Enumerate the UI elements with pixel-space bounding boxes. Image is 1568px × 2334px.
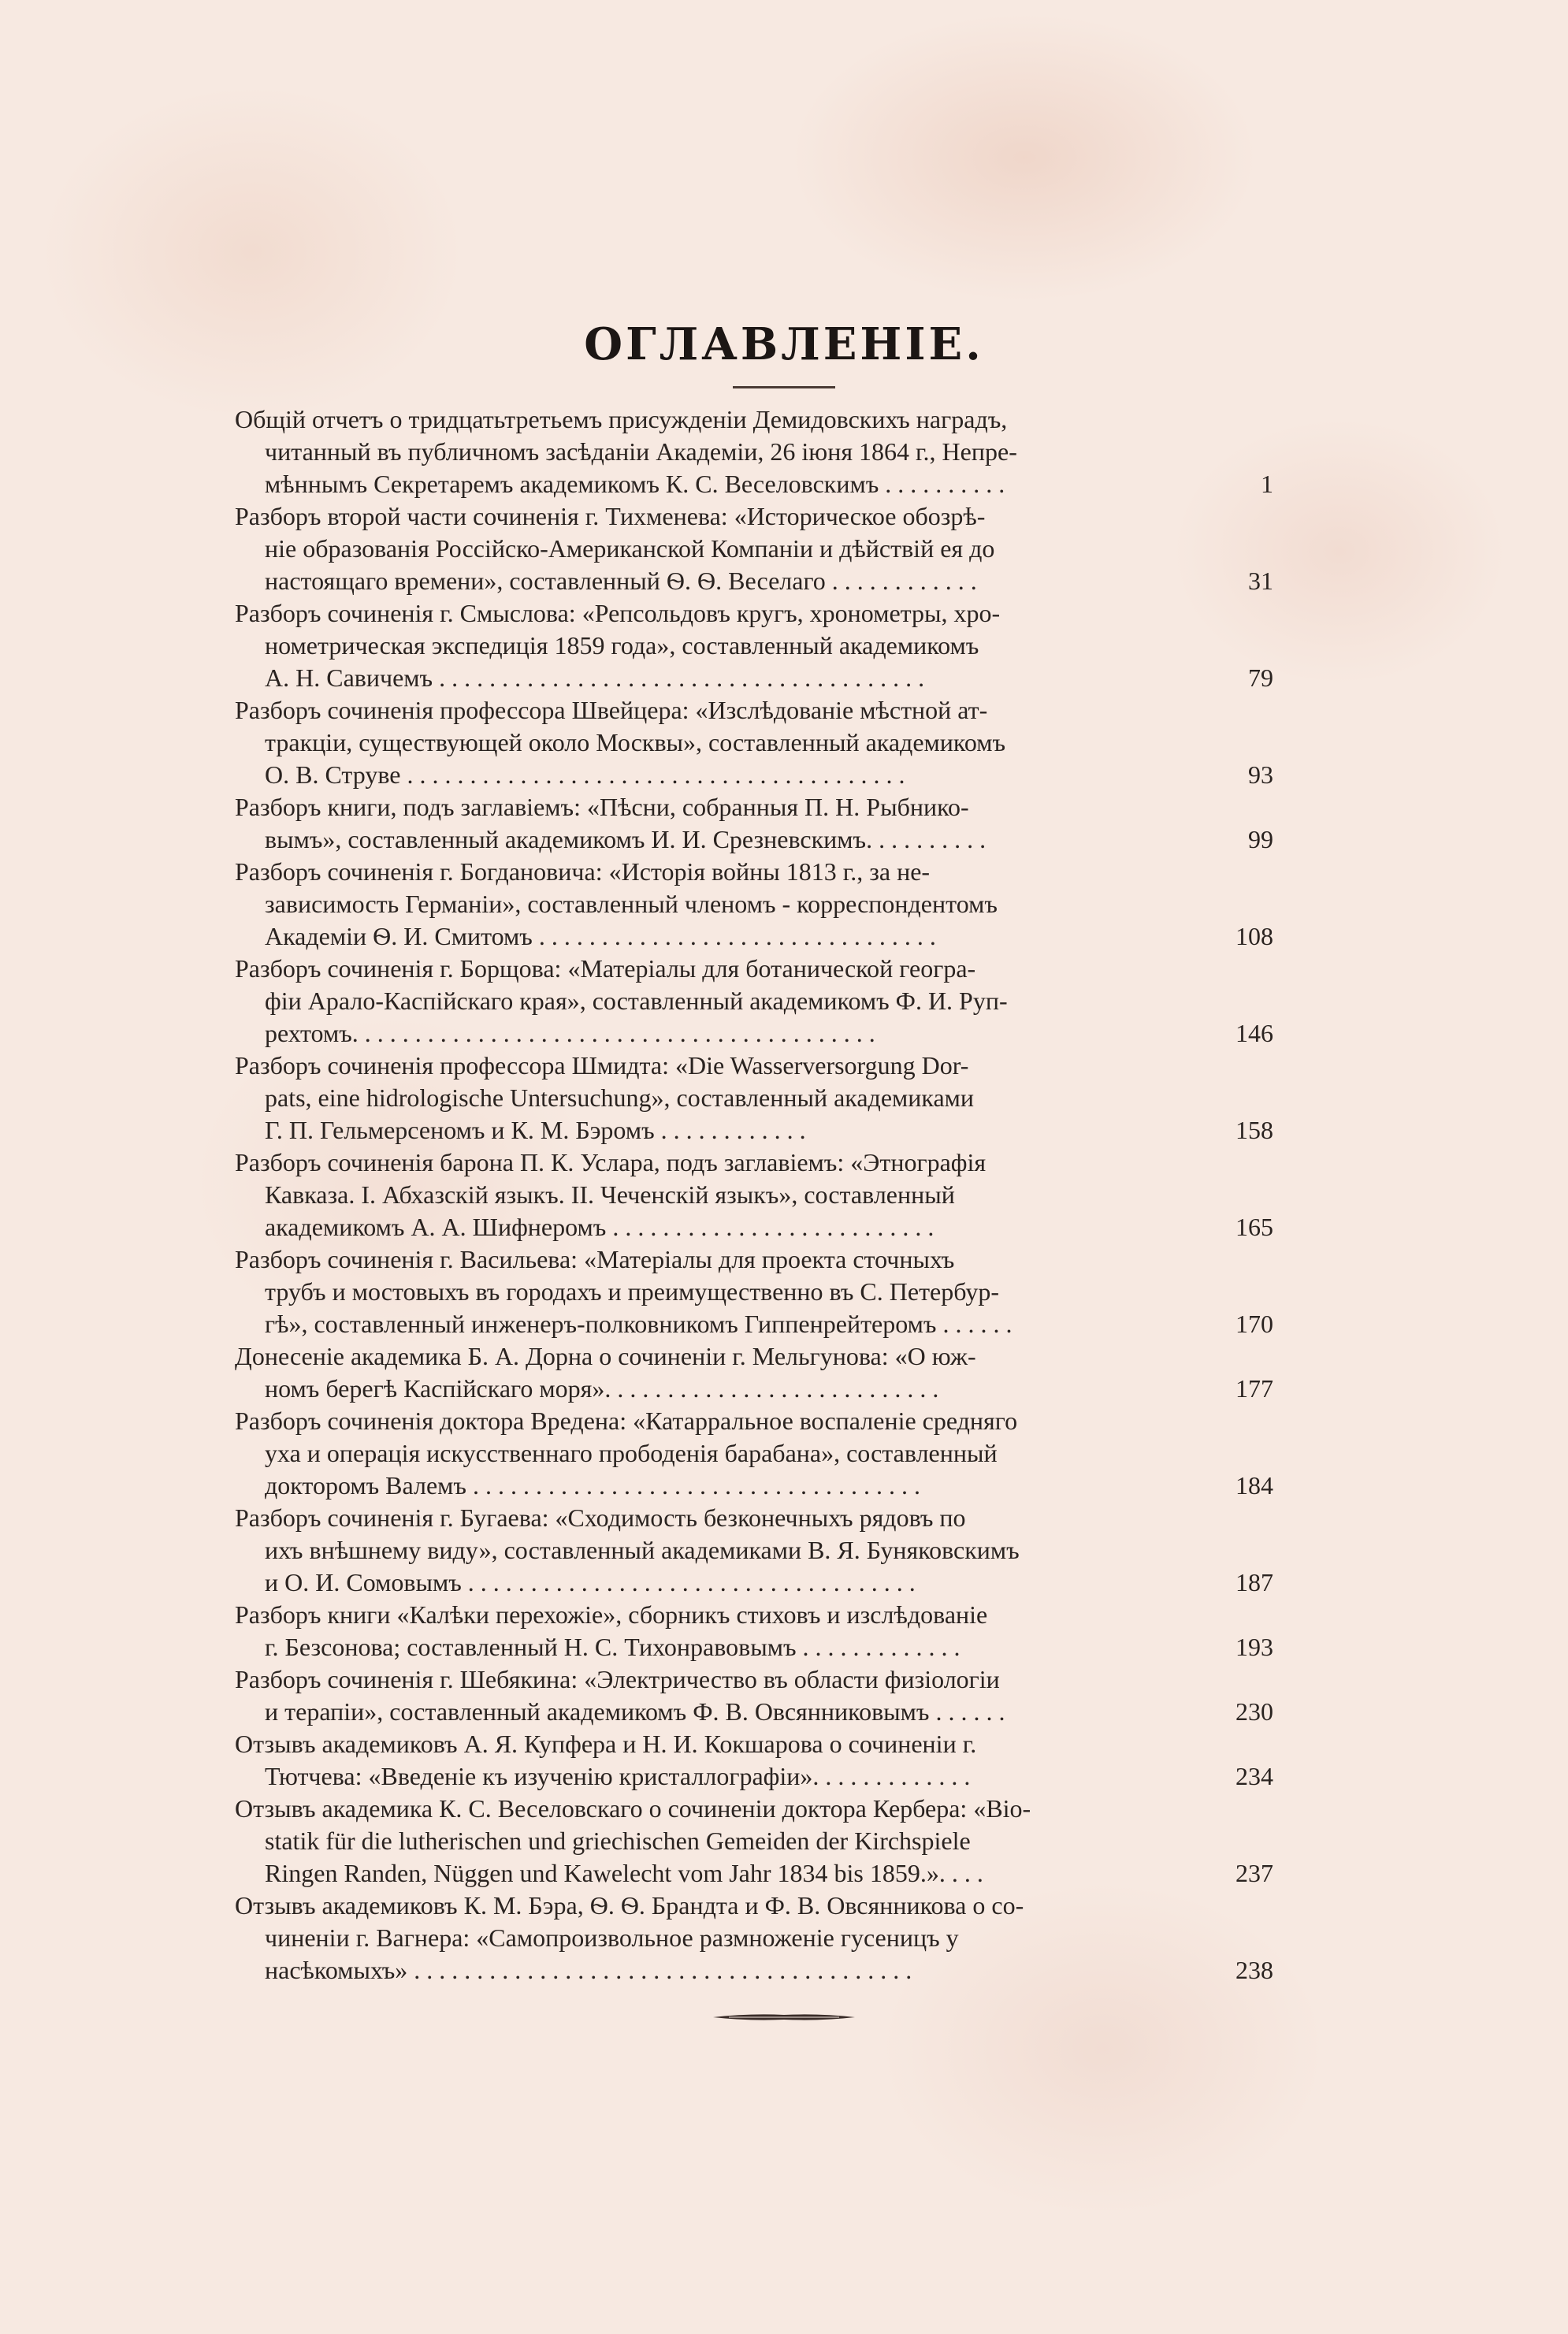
toc-entry-line: Разборъ сочиненiя г. Васильева: «Матерiалы для проекта сточныхъ <box>235 1245 955 1273</box>
title-rule <box>733 386 835 388</box>
toc-entry <box>235 1405 1273 1502</box>
toc-entry <box>235 694 1273 791</box>
toc-entry-line: Разборъ сочиненiя г. Бугаева: «Сходимость безконечныхъ рядовъ по <box>235 1503 966 1532</box>
toc-entry-line: читанный въ публичномъ засѣданiи Академiи, 26 iюня 1864 г., Непре- <box>265 437 1017 466</box>
toc-entry-text <box>235 953 1218 1050</box>
toc-entry <box>235 1050 1273 1147</box>
toc-entry <box>235 1663 1273 1728</box>
toc-entry-line: Академiи Ѳ. И. Смитомъ . . . . . . . . . . . . . . . . . . . . . . . . . . . . . . . . <box>265 922 936 950</box>
toc-entry <box>235 1243 1273 1340</box>
toc-entry-line: нiе образованiя Россiйско-Американской Компанiи и дѣйствiй ея до <box>265 534 995 563</box>
toc-entry-line: Разборъ сочиненiя г. Смыслова: «Репсольдовъ кругъ, хронометры, хро- <box>235 599 1001 627</box>
toc-entry-line: Отзывъ академиковъ К. М. Бэра, Ѳ. Ѳ. Брандта и Ф. В. Овсянникова о со- <box>235 1891 1024 1920</box>
toc-entry-text <box>235 1890 1218 1987</box>
page-title: ОГЛАВЛЕНIЕ. <box>584 318 984 370</box>
toc-entry-text <box>235 694 1218 791</box>
toc-entry-line: Разборъ книги «Калѣки перехожiе», сборникъ стиховъ и изслѣдованiе <box>235 1600 988 1629</box>
toc-entry-line: тракцiи, существующей около Москвы», составленный академикомъ <box>265 728 1005 756</box>
toc-page-number: 158 <box>1235 1116 1273 1144</box>
closing-ornament-icon <box>713 2012 855 2023</box>
toc-entry-line: г. Безсонова; составленный Н. С. Тихонравовымъ . . . . . . . . . . . . . <box>265 1633 960 1661</box>
table-of-contents <box>235 403 1273 1987</box>
toc-entry-line: академикомъ А. А. Шифнеромъ . . . . . . . . . . . . . . . . . . . . . . . . . . <box>265 1213 934 1241</box>
toc-entry-line: Разборъ сочиненiя барона П. К. Услара, подъ заглавiемъ: «Этнографiя <box>235 1148 987 1176</box>
toc-entry-line: вымъ», составленный академикомъ И. И. Срезневскимъ. . . . . . . . . . <box>265 825 987 853</box>
toc-entry-text <box>235 1050 1218 1147</box>
toc-entry-text <box>235 1502 1218 1599</box>
toc-entry-line: Г. П. Гельмерсеномъ и К. М. Бэромъ . . . . . . . . . . . . <box>265 1116 806 1144</box>
toc-entry-text <box>235 500 1218 597</box>
toc-page-number: 170 <box>1235 1310 1273 1338</box>
toc-page-number: 165 <box>1235 1213 1273 1241</box>
toc-entry-line: Разборъ сочиненiя доктора Вредена: «Катарральное воспаленiе средняго <box>235 1407 1018 1435</box>
toc-page-number: 184 <box>1235 1471 1273 1500</box>
toc-entry-line: уха и операцiя искусственнаго прободенiя барабана», составленный <box>265 1439 998 1467</box>
toc-page-number: 177 <box>1235 1374 1273 1403</box>
toc-entry-line: насѣкомыхъ» . . . . . . . . . . . . . . . . . . . . . . . . . . . . . . . . . . . . . . . . <box>265 1956 912 1984</box>
toc-entry-line: зависимость Германiи», составленный членомъ - корреспондентомъ <box>265 890 998 918</box>
toc-page-number: 193 <box>1235 1633 1273 1661</box>
toc-entry-line: нометрическая экспедицiя 1859 года», составленный академикомъ <box>265 631 979 660</box>
toc-entry-text <box>235 1728 1218 1793</box>
toc-entry-line: гѣ», составленный инженеръ-полковникомъ Гиппенрейтеромъ . . . . . . <box>265 1310 1013 1338</box>
toc-entry-text <box>235 1243 1218 1340</box>
toc-entry-line: А. Н. Савичемъ . . . . . . . . . . . . . . . . . . . . . . . . . . . . . . . . . . . . . . . <box>265 663 925 692</box>
toc-page-number: 237 <box>1235 1859 1273 1887</box>
toc-entry-text <box>235 1663 1218 1728</box>
toc-entry-line: Тютчева: «Введенiе къ изученiю кристаллографiи». . . . . . . . . . . . . <box>265 1762 971 1790</box>
toc-entry-text <box>235 1793 1218 1890</box>
toc-entry <box>235 1502 1273 1599</box>
toc-entry-line: Разборъ сочиненiя г. Шебякина: «Электричество въ области физiологiи <box>235 1665 1000 1693</box>
toc-page-number: 234 <box>1235 1762 1273 1790</box>
toc-entry-line: трубъ и мостовыхъ въ городахъ и преимущественно въ С. Петербур- <box>265 1277 999 1306</box>
toc-entry-text <box>235 791 1218 856</box>
toc-entry-line: Общiй отчетъ о тридцатьтретьемъ присужденiи Демидовскихъ наградъ, <box>235 405 1008 433</box>
toc-page-number: 31 <box>1248 567 1273 595</box>
toc-entry <box>235 1599 1273 1663</box>
toc-entry-line: Отзывъ академиковъ А. Я. Купфера и Н. И. Кокшарова о сочиненiи г. <box>235 1730 977 1758</box>
toc-entry-line: Отзывъ академика К. С. Веселовскаго о сочиненiи доктора Кербера: «Bio- <box>235 1794 1031 1823</box>
toc-entry-line: Разборъ сочиненiя г. Богдановича: «Исторiя войны 1813 г., за не- <box>235 857 931 886</box>
toc-entry-line: докторомъ Валемъ . . . . . . . . . . . . . . . . . . . . . . . . . . . . . . . . . . . . <box>265 1471 920 1500</box>
toc-entry <box>235 1340 1273 1405</box>
toc-entry-line: statik für die lutherischen und griechischen Gemeiden der Kirchspiele <box>265 1827 971 1855</box>
toc-entry-line: номъ берегѣ Каспiйскаго моря». . . . . . . . . . . . . . . . . . . . . . . . . . . <box>265 1374 939 1403</box>
toc-page-number: 187 <box>1235 1568 1273 1596</box>
toc-entry <box>235 1728 1273 1793</box>
toc-entry-line: настоящаго времени», составленный Ѳ. Ѳ. Веселаго . . . . . . . . . . . . <box>265 567 977 595</box>
toc-entry-line: Разборъ сочиненiя г. Борщова: «Матерiалы для ботанической геогра- <box>235 954 976 983</box>
toc-entry-line: О. В. Струве . . . . . . . . . . . . . . . . . . . . . . . . . . . . . . . . . . . . . . . . <box>265 760 905 789</box>
toc-entry <box>235 953 1273 1050</box>
toc-entry-line: мѣннымъ Секретаремъ академикомъ К. С. Веселовскимъ . . . . . . . . . . <box>265 470 1005 498</box>
toc-entry-line: Ringen Randen, Nüggen und Kawelecht vom Jahr 1834 bis 1859.». . . . <box>265 1859 983 1887</box>
toc-entry-line: Разборъ сочиненiя профессора Швейцера: «Изслѣдованiе мѣстной ат- <box>235 696 988 724</box>
toc-entry <box>235 856 1273 953</box>
toc-entry-line: Разборъ второй части сочиненiя г. Тихменева: «Историческое обозрѣ- <box>235 502 986 530</box>
toc-entry-text <box>235 856 1218 953</box>
toc-entry-line: ихъ внѣшнему виду», составленный академиками В. Я. Буняковскимъ <box>265 1536 1020 1564</box>
toc-page-number: 230 <box>1235 1697 1273 1726</box>
toc-entry <box>235 403 1273 500</box>
toc-entry-text <box>235 1340 1218 1405</box>
toc-entry <box>235 1147 1273 1243</box>
toc-page-number: 79 <box>1248 663 1273 692</box>
toc-entry-text <box>235 1405 1218 1502</box>
toc-entry-line: Донесенiе академика Б. А. Дорна о сочиненiи г. Мельгунова: «О юж- <box>235 1342 976 1370</box>
toc-entry-line: pats, eine hidrologische Untersuchung», составленный академиками <box>265 1083 975 1112</box>
toc-entry-line: фiи Арало-Каспiйскаго края», составленный академикомъ Ф. И. Руп- <box>265 987 1008 1015</box>
toc-entry-line: и терапiи», составленный академикомъ Ф. В. Овсянниковымъ . . . . . . <box>265 1697 1005 1726</box>
toc-page-number: 108 <box>1235 922 1273 950</box>
toc-entry <box>235 791 1273 856</box>
toc-page-number: 238 <box>1235 1956 1273 1984</box>
toc-page-number: 1 <box>1261 470 1273 498</box>
toc-entry-text <box>235 597 1218 694</box>
toc-page-number: 93 <box>1248 760 1273 789</box>
toc-entry-text <box>235 1147 1218 1243</box>
toc-page-number: 99 <box>1248 825 1273 853</box>
toc-entry <box>235 597 1273 694</box>
toc-entry-line: Разборъ сочиненiя профессора Шмидта: «Die Wasserversorgung Dor- <box>235 1051 969 1080</box>
toc-entry-line: и О. И. Сомовымъ . . . . . . . . . . . . . . . . . . . . . . . . . . . . . . . . . . . . <box>265 1568 916 1596</box>
toc-entry-line: чиненiи г. Вагнера: «Самопроизвольное размноженiе гусеницъ у <box>265 1923 959 1952</box>
toc-entry <box>235 1890 1273 1987</box>
toc-entry <box>235 500 1273 597</box>
toc-entry-text <box>235 403 1218 500</box>
toc-entry <box>235 1793 1273 1890</box>
toc-entry-line: рехтомъ. . . . . . . . . . . . . . . . . . . . . . . . . . . . . . . . . . . . . . . . . . <box>265 1019 875 1047</box>
toc-entry-line: Разборъ книги, подъ заглавiемъ: «Пѣсни, собранныя П. Н. Рыбнико- <box>235 793 969 821</box>
toc-entry-text <box>235 1599 1218 1663</box>
toc-page-number: 146 <box>1235 1019 1273 1047</box>
toc-entry-line: Кавказа. I. Абхазскiй языкъ. II. Чеченскiй языкъ», составленный <box>265 1180 955 1209</box>
